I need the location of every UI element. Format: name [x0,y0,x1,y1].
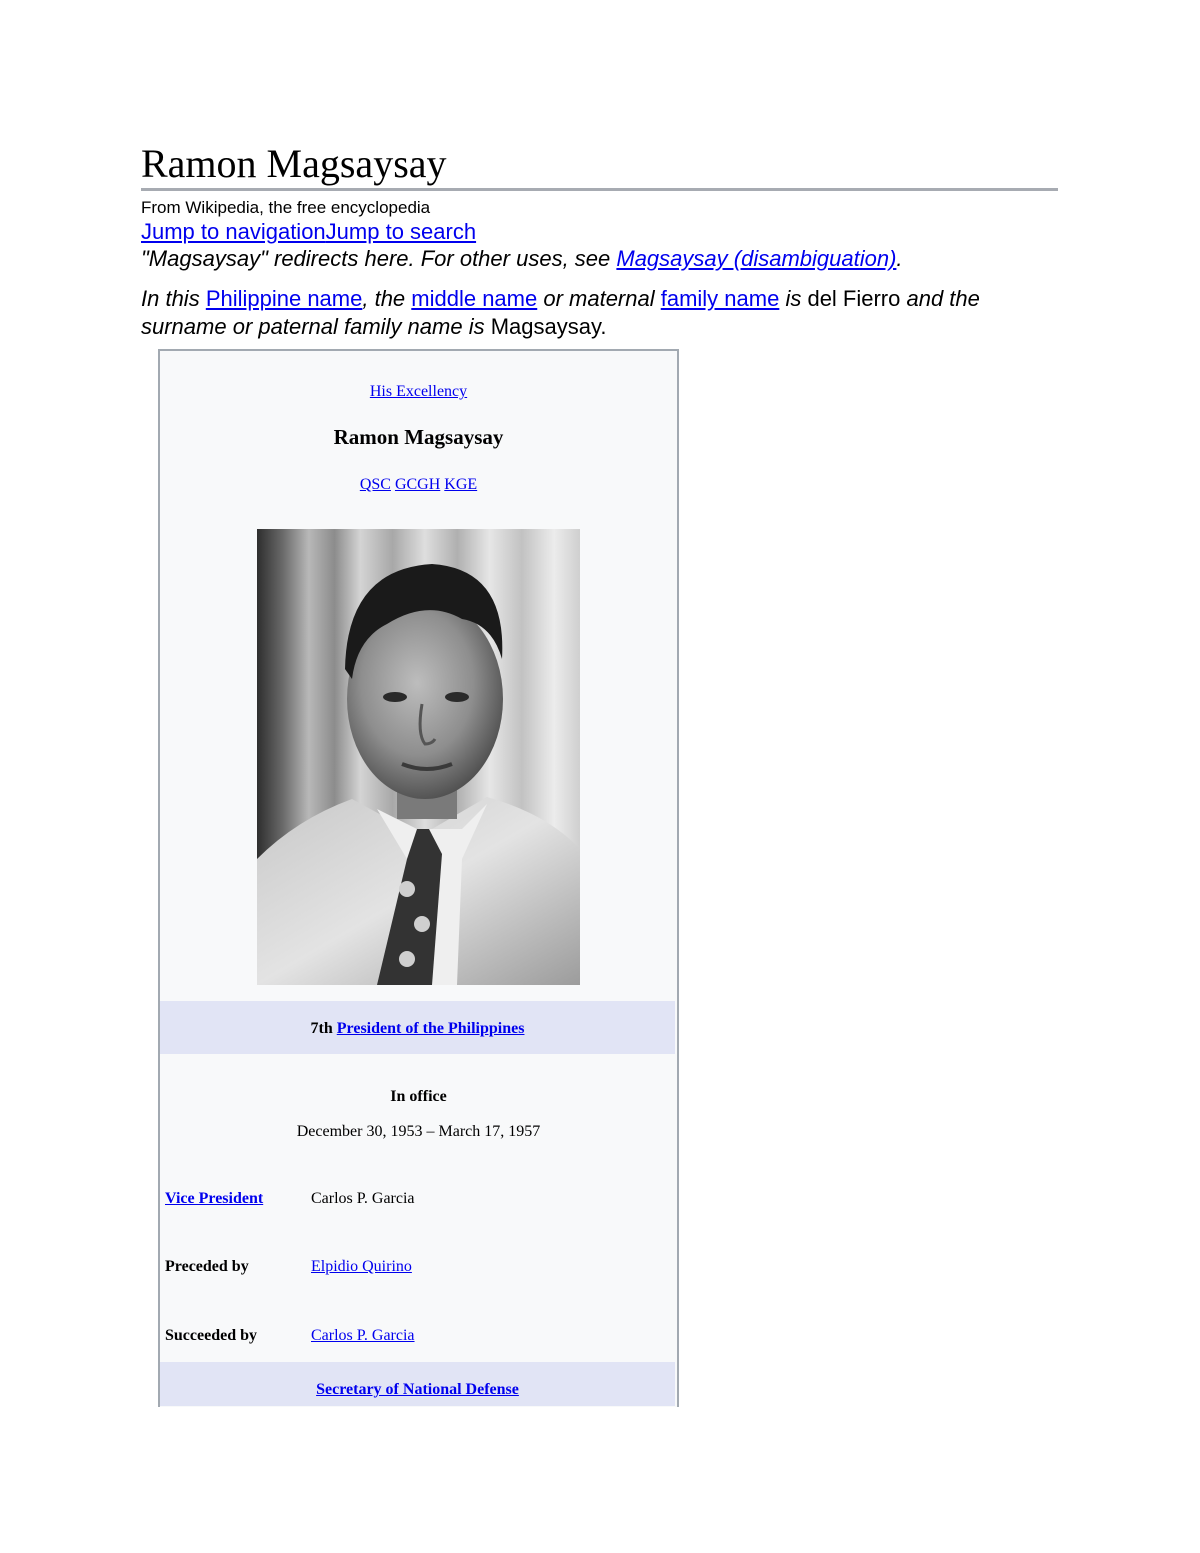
portrait-image[interactable] [257,529,580,985]
jump-to-navigation-link[interactable]: Jump to navigation [141,219,326,244]
tagline: From Wikipedia, the free encyclopedia [141,198,431,217]
preceded-by-value [311,1258,412,1276]
intro-text-5: and the surname or paternal family name is [141,286,980,339]
president-link[interactable]: President of the Philippines [336,1020,525,1037]
secretary-national-defense-link[interactable]: Secretary of National Defense [316,1381,519,1398]
postnominal-kge-link[interactable]: KGE [444,476,478,493]
disambiguation-link[interactable]: Magsaysay (disambiguation) [616,246,897,271]
intro-text-4: is [779,286,808,311]
infobox-name: Ramon Magsaysay [333,425,504,449]
vice-president-label [165,1190,263,1208]
office-ordinal: 7th [310,1020,333,1037]
carlos-garcia-link[interactable]: Carlos P. Garcia [311,1327,415,1344]
term-dates: December 30, 1953 – March 17, 1957 [296,1123,541,1140]
page-title: Ramon Magsaysay [141,140,1058,191]
jump-to-search-link[interactable]: Jump to search [325,219,477,244]
preceded-by-label: Preceded by [165,1258,249,1275]
intro-text-3: or maternal [537,286,661,311]
portrait-photo [257,529,580,985]
jump-links [141,219,476,245]
name-note [141,285,1071,341]
succeeded-by-value [311,1327,415,1345]
in-office-label: In office [390,1088,447,1105]
succeeded-by-label: Succeeded by [165,1327,257,1344]
hatnote [141,246,903,272]
intro-text-2: , the [362,286,412,311]
intro-text-1: In this [141,286,206,311]
infobox-header-president [160,1001,675,1054]
middle-name-value: del Fierro [807,286,901,311]
infobox-honorific [160,383,677,401]
postnominal-gcgh-link[interactable]: GCGH [394,476,441,493]
intro-end: . [600,314,607,339]
middle-name-link[interactable]: middle name [411,286,538,311]
elpidio-quirino-link[interactable]: Elpidio Quirino [311,1258,412,1275]
family-name-link[interactable]: family name [660,286,780,311]
vice-president-value: Carlos P. Garcia [311,1190,415,1207]
surname-value: Magsaysay [490,314,601,339]
vice-president-link[interactable]: Vice President [165,1190,264,1207]
philippine-name-link[interactable]: Philippine name [205,286,363,311]
infobox-header-defense [160,1362,675,1406]
postnominal-qsc-link[interactable]: QSC [359,476,391,493]
hatnote-suffix: . [896,246,903,271]
infobox-postnominals [160,476,677,494]
hatnote-text: "Magsaysay" redirects here. For other uses, see [141,246,617,271]
honorific-link[interactable]: His Excellency [369,383,468,400]
